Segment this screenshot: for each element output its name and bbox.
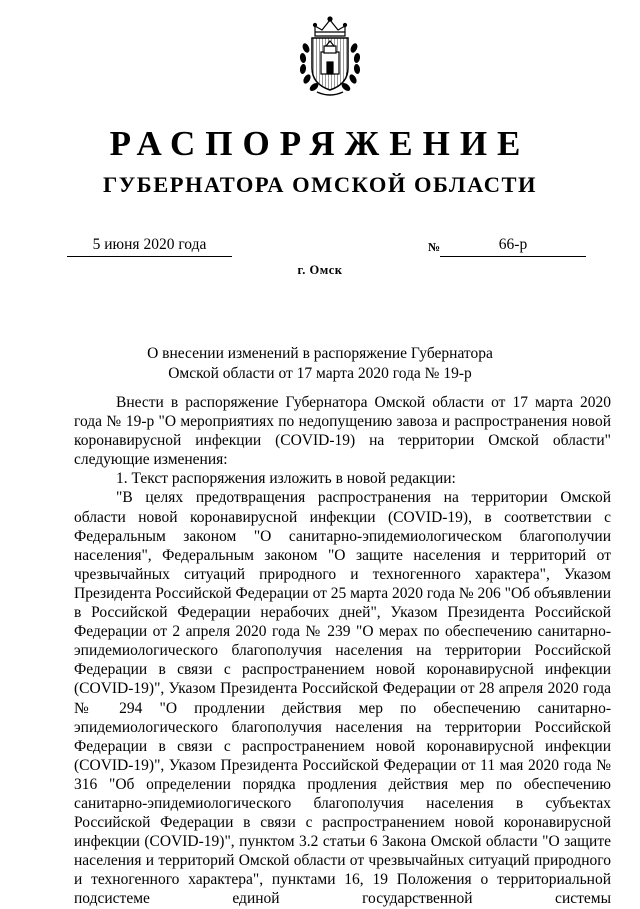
document-body — [74, 393, 611, 909]
document-heading — [0, 344, 640, 384]
body-paragraph-2: 1. Текст распоряжения изложить в новой редакции: — [116, 470, 456, 488]
document-heading-line-1: О внесении изменений в распоряжение Губернатора — [147, 345, 493, 362]
document-city: г. Омск — [297, 263, 343, 277]
issuer-subtitle: ГУБЕРНАТОРА ОМСКОЙ ОБЛАСТИ — [102, 172, 537, 197]
body-paragraph-1: Внести в распоряжение Губернатора Омской области от 17 марта 2020 года № 19-р "О мероприятиях по недопущению завоза и распространения новой коронавирусной инфекции (COVID-19) на территории Омской области" следующие изменения: — [74, 394, 611, 469]
document-heading-line-2: Омской области от 17 марта 2020 года № 19-р — [168, 365, 472, 382]
number-sign: № — [428, 240, 441, 254]
omsk-oblast-coat-of-arms-icon — [295, 14, 365, 98]
document-type-title: РАСПОРЯЖЕНИЕ — [109, 124, 531, 163]
document-date: 5 июня 2020 года — [67, 235, 232, 257]
document-number: 66-р — [440, 235, 586, 257]
body-paragraph-3: "В целях предотвращения распространения на территории Омской области новой коронавирусной инфекции (COVID-19), в соответствии с Федеральным законом "О санитарно-эпидемиологическом благополучии населения", Федеральным законом "О защите населения и территорий от чрезвычайных ситуаций природного и техногенного характера", Указом Президента Российской Федерации от 25 марта 2020 года № 206 "Об объявлении в Российской Федерации нерабочих дней", Указом Президента Российской Федерации от 2 апреля 2020 года № 239 "О мерах по обеспечению санитарно-эпидемиологического благополучия населения на территории Российской Федерации в связи с распространением новой коронавирусной инфекции (COVID-19)", Указом Президента Российской Федерации от 28 апреля 2020 года № 294 "О продлении действия мер по обеспечению санитарно-эпидемиологического благополучия населения на территории Российской Федерации в связи с распространением новой коронавирусной инфекции (COVID-19)", Указом Президента Российской Федерации от 11 мая 2020 года № 316 "Об определении порядка продления действия мер по обеспечению санитарно-эпидемиологического благополучия населения в субъектах Российской Федерации в связи с распространением новой коронавирусной инфекции (COVID-19)", пунктом 3.2 статьи 6 Закона Омской области "О защите населения и территорий Омской области от чрезвычайных ситуаций природного и техногенного характера", пунктами 16, 19 Положения о территориальной подсистеме единой государственной системы — [74, 489, 611, 908]
